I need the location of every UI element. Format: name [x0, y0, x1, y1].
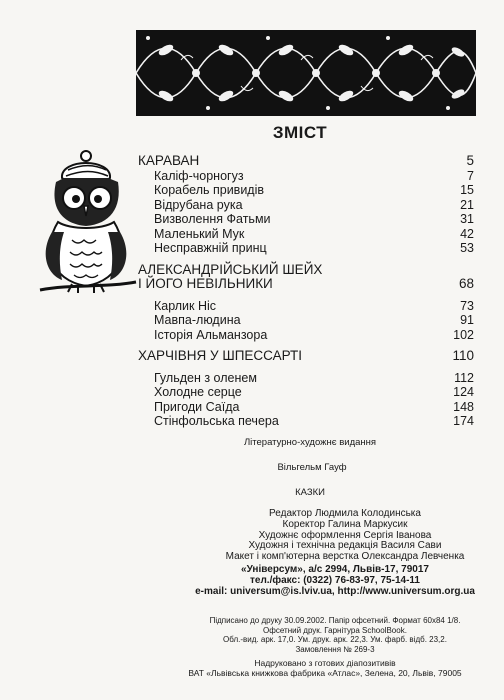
toc-item-title: Несправжній принц: [154, 241, 267, 255]
publisher-address: «Універсум», а/с 2994, Львів-17, 79017: [241, 564, 429, 575]
toc-page-number: 112: [454, 370, 474, 385]
publisher-contacts[interactable]: e-mail: universum@is.lviv.ua, http://www.universum.org.ua: [195, 586, 475, 597]
table-of-contents: [138, 154, 474, 429]
owl-illustration: [32, 148, 140, 300]
toc-item-title: Визволення Фатьми: [154, 212, 271, 226]
toc-page-number: 68: [458, 276, 474, 291]
toc-item[interactable]: [138, 227, 474, 242]
print-specs: [190, 616, 480, 654]
printer-address: ВАТ «Львівська книжкова фабрика «Атлас», Зелена, 20, Львів, 79005: [188, 668, 462, 678]
print-order-number: Замовлення № 269-3: [295, 644, 375, 654]
toc-item-title: Гульден з оленем: [154, 370, 257, 385]
toc-page-number: 31: [460, 212, 474, 226]
toc-item[interactable]: [138, 328, 474, 343]
toc-section-continued[interactable]: [138, 277, 474, 292]
credit-editor: Редактор Людмила Колодинська: [269, 508, 421, 519]
toc-section-title: І ЙОГО НЕВІЛЬНИКИ: [138, 276, 273, 291]
credit-layout: Макет і комп'ютерна верстка Олександра Левченка: [225, 551, 465, 563]
credit-proofreader: Коректор Галина Маркусик: [282, 518, 408, 530]
toc-item[interactable]: [138, 299, 474, 314]
print-spec-line: Обл.-вид. арк. 17,0. Ум. друк. арк. 22,3. Ум. фарб. відб. 23,2.: [223, 635, 447, 645]
toc-item-title: Маленький Мук: [154, 226, 245, 241]
toc-page-number: 15: [460, 183, 474, 197]
print-spec-line: Офсетний друк. Гарнітура SchoolBook.: [263, 625, 407, 635]
toc-item-title: Каліф-чорногуз: [154, 168, 244, 183]
toc-item-title: Карлик Ніс: [154, 298, 217, 313]
toc-page-number: 53: [460, 241, 474, 255]
printer-note: Надруковано з готових діапозитивів: [254, 658, 396, 668]
printer-block: [160, 658, 490, 678]
toc-item[interactable]: [138, 414, 474, 429]
toc-section[interactable]: [138, 349, 474, 364]
toc-page-number: 42: [460, 226, 474, 241]
toc-item-title: Стінфольська печера: [154, 414, 279, 428]
toc-item[interactable]: [138, 183, 474, 198]
toc-page-number: 124: [453, 385, 474, 399]
publication-type: Літературно-художнє видання: [243, 437, 377, 448]
toc-section-title: АЛЕКСАНДРІЙСЬКИЙ ШЕЙХ: [138, 261, 323, 277]
toc-item[interactable]: [138, 198, 474, 213]
toc-item-title: Пригоди Саїда: [154, 399, 240, 414]
toc-section[interactable]: [138, 263, 474, 278]
toc-page-number: 174: [453, 414, 474, 428]
toc-page-number: 73: [460, 298, 474, 313]
credit-art-design: Художнє оформлення Сергія Іванова: [258, 529, 432, 541]
credits-block: [205, 509, 485, 563]
toc-item[interactable]: [138, 385, 474, 400]
toc-item[interactable]: [138, 212, 474, 227]
toc-item[interactable]: [138, 241, 474, 256]
decorative-ornament-banner: [136, 30, 476, 116]
toc-title: ЗМІСТ: [272, 123, 328, 142]
toc-item-title: Історія Альманзора: [154, 327, 268, 342]
toc-page-number: 91: [460, 313, 474, 327]
toc-page-number: 5: [466, 153, 474, 168]
toc-section-title: КАРАВАН: [138, 153, 200, 168]
toc-item[interactable]: [138, 371, 474, 386]
toc-page-number: 7: [467, 168, 474, 183]
credit-technical-editor: Художня і технічна редакція Василя Сави: [248, 540, 442, 552]
toc-page-number: 21: [460, 197, 474, 212]
print-spec-line: Підписано до друку 30.09.2002. Папір офсетний. Формат 60х84 1/8.: [209, 616, 461, 625]
toc-item-title: Мавпа-людина: [154, 313, 241, 327]
publisher-block: [180, 564, 490, 597]
toc-item-title: Відрубана рука: [154, 197, 243, 212]
toc-item[interactable]: [138, 313, 474, 328]
toc-item-title: Корабель привидів: [154, 183, 265, 197]
publisher-phone: тел./факс: (0322) 76-83-97, 75-14-11: [250, 575, 420, 586]
book-author: Вільгельм Гауф: [277, 462, 347, 473]
book-title: КАЗКИ: [295, 487, 325, 498]
toc-item-title: Холодне серце: [154, 385, 242, 399]
toc-page-number: 110: [452, 348, 474, 363]
toc-section[interactable]: [138, 154, 474, 169]
toc-page-number: 102: [453, 327, 474, 342]
toc-item[interactable]: [138, 400, 474, 415]
toc-section-title: ХАРЧІВНЯ У ШПЕССАРТІ: [138, 348, 303, 363]
toc-item[interactable]: [138, 169, 474, 184]
toc-page-number: 148: [453, 399, 474, 414]
